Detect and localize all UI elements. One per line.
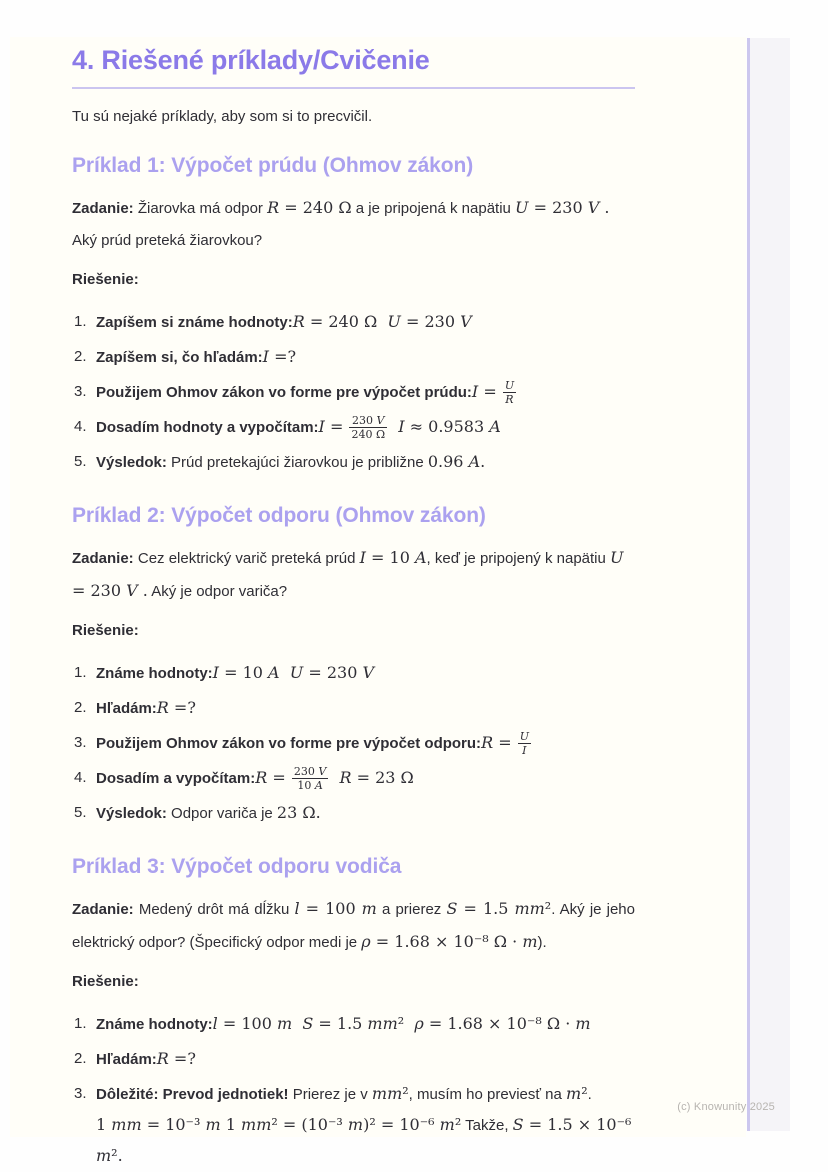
bold-text-run: Zapíšem si, čo hľadám: — [96, 349, 263, 366]
math-run: ρ — [361, 932, 371, 951]
solution-step — [74, 658, 635, 689]
math-run: ². — [111, 1146, 123, 1165]
text-run: Prúd pretekajúci žiarovkou je približne — [166, 454, 428, 471]
document-page — [10, 37, 746, 1165]
math-run: I — [398, 417, 405, 436]
math-run: ² — [454, 1115, 462, 1134]
example-section — [72, 152, 635, 478]
math-run: I — [318, 417, 325, 436]
step-number: 2. — [74, 348, 87, 365]
solution-step — [74, 307, 635, 338]
solution-step — [74, 798, 635, 829]
bold-text-run: Výsledok: — [96, 454, 167, 471]
math-run: = 100 — [299, 899, 362, 918]
page-title: 4. Riešené príklady/Cvičenie — [72, 45, 430, 75]
math-run — [388, 417, 398, 436]
math-run: )² = 10⁻⁶ — [363, 1115, 440, 1134]
math-run: = — [493, 733, 517, 752]
math-run: l — [212, 1014, 218, 1033]
math-run: . — [599, 198, 610, 217]
math-run: I — [359, 548, 366, 567]
math-run: U — [387, 312, 401, 331]
math-run: 10 — [297, 779, 315, 793]
bold-text-run: Hľadám: — [96, 1051, 157, 1068]
math-run: l — [294, 899, 300, 918]
math-run: ² — [544, 899, 552, 918]
math-run: = 100 — [217, 1014, 277, 1033]
math-fraction — [291, 765, 329, 792]
math-run: . — [480, 452, 486, 471]
text-run: Takže, — [461, 1117, 513, 1134]
math-run: R — [156, 698, 169, 717]
math-run: = 1.68 × 10⁻⁸ Ω · — [423, 1014, 576, 1033]
step-number: 1. — [74, 313, 87, 330]
math-run: A — [489, 417, 501, 436]
bold-text-run: Dôležité: Prevod jednotiek! — [96, 1086, 289, 1103]
step-number: 5. — [74, 804, 87, 821]
math-run: 1 — [220, 1115, 242, 1134]
bold-text-run: Zapíšem si známe hodnoty: — [96, 314, 293, 331]
math-run: 1 — [96, 1115, 112, 1134]
text-run: Cez elektrický varič preteká prúd — [133, 550, 360, 567]
solution-steps — [72, 307, 635, 478]
math-run: R — [481, 733, 494, 752]
math-run: R — [156, 1049, 169, 1068]
page-edge-strip — [750, 38, 790, 1131]
bold-text-run: Známe hodnoty: — [96, 1016, 213, 1033]
math-run: = 240 Ω — [304, 312, 388, 331]
solution-steps — [72, 1009, 635, 1172]
title-divider — [72, 87, 635, 89]
solution-step — [74, 1009, 635, 1040]
math-run: m — [361, 899, 377, 918]
math-run: I — [522, 744, 527, 758]
task-paragraph — [72, 192, 635, 257]
math-run: A — [414, 548, 427, 567]
math-run: = 230 — [400, 312, 461, 331]
solution-steps — [72, 658, 635, 829]
example-section — [72, 502, 635, 829]
math-run: = 230 — [303, 663, 363, 682]
solution-step — [74, 763, 635, 794]
math-run: mm — [371, 1084, 403, 1103]
math-run: S — [512, 1115, 524, 1134]
math-run: m — [277, 1014, 293, 1033]
math-run: ² — [402, 1084, 409, 1103]
bold-text-run: Známe hodnoty: — [96, 665, 213, 682]
math-run: A — [314, 779, 323, 793]
math-run: A — [268, 663, 280, 682]
section-heading: Príklad 2: Výpočet odporu (Ohmov zákon) — [72, 504, 486, 527]
math-run: ρ — [414, 1014, 424, 1033]
text-run: Odpor variča je — [166, 805, 277, 822]
math-run — [292, 1014, 302, 1033]
section-heading: Príklad 1: Výpočet prúdu (Ohmov zákon) — [72, 154, 474, 177]
math-run: U — [610, 548, 624, 567]
step-number: 4. — [74, 418, 87, 435]
bold-text-run: Zadanie: — [72, 550, 134, 567]
step-number: 5. — [74, 453, 87, 470]
math-run: V — [126, 581, 138, 600]
math-run: m — [566, 1084, 582, 1103]
text-run: Aký prúd preteká žiarovkou? — [72, 232, 263, 249]
text-run: a je pripojená k napätiu — [351, 200, 516, 217]
math-run: S — [302, 1014, 314, 1033]
math-run: R — [505, 393, 514, 407]
math-run: mm — [367, 1014, 398, 1033]
bold-text-run: Dosadím a vypočítam: — [96, 770, 256, 787]
bold-text-run: Použijem Ohmov zákon vo forme pre výpočet odporu: — [96, 735, 482, 752]
math-run: mm — [241, 1115, 272, 1134]
text-run: Prierez je v — [288, 1086, 372, 1103]
text-run: , musím ho previesť na — [408, 1086, 567, 1103]
text-run: ). — [537, 934, 547, 951]
solution-step — [74, 728, 635, 759]
math-run: mm — [514, 899, 545, 918]
step-number: 3. — [74, 1085, 87, 1102]
math-run: =? — [168, 1049, 196, 1068]
solution-step — [74, 1079, 635, 1172]
math-run: V — [460, 312, 472, 331]
math-run — [280, 663, 290, 682]
math-run: =? — [168, 698, 196, 717]
math-run: 240 Ω — [351, 428, 386, 442]
math-run: I — [212, 663, 219, 682]
math-run: = 23 Ω — [351, 768, 414, 787]
step-number: 3. — [74, 383, 87, 400]
math-run: V — [362, 663, 375, 682]
solution-step — [74, 412, 635, 443]
math-run: U — [504, 379, 515, 393]
text-run: . — [587, 1086, 592, 1103]
math-run: I — [471, 382, 479, 401]
task-paragraph — [72, 542, 635, 608]
step-number: 1. — [74, 664, 87, 681]
solution-label: Riešenie: — [72, 622, 139, 639]
math-run: V — [318, 765, 327, 779]
step-number: 4. — [74, 769, 87, 786]
math-run: = 1.68 × 10⁻⁸ Ω · — [370, 932, 523, 951]
solution-step — [74, 377, 635, 408]
math-run: m — [575, 1014, 591, 1033]
math-run: m — [96, 1146, 112, 1165]
math-run: R — [292, 312, 305, 331]
bold-text-run: Dosadím hodnoty a vypočítam: — [96, 419, 319, 436]
math-run: U — [519, 730, 529, 744]
math-run: A — [468, 452, 481, 471]
math-run — [329, 768, 339, 787]
solution-label: Riešenie: — [72, 271, 139, 288]
section-heading: Príklad 3: Výpočet odporu vodiča — [72, 855, 402, 878]
math-run: U — [515, 198, 529, 217]
math-run: ² = (10⁻³ — [271, 1115, 348, 1134]
math-run: ≈ 0.9583 — [404, 417, 490, 436]
math-run: R — [255, 768, 268, 787]
intro-paragraph: Tu sú nejaké príklady, aby som si to precvičil. — [72, 108, 373, 125]
math-run: =? — [269, 347, 297, 366]
step-number: 2. — [74, 1050, 87, 1067]
math-run: V — [376, 414, 385, 428]
math-run: m — [439, 1115, 455, 1134]
math-fraction — [348, 414, 388, 441]
task-paragraph — [72, 893, 635, 959]
math-run: mm — [111, 1115, 142, 1134]
math-run: R — [339, 768, 352, 787]
math-run: = 230 — [72, 581, 127, 600]
example-section — [72, 853, 635, 1172]
text-run: Aký je odpor variča? — [147, 583, 288, 600]
math-run: = 1.5 × 10⁻⁶ — [523, 1115, 632, 1134]
math-run: 230 — [352, 414, 377, 428]
math-run: 0.96 — [427, 452, 469, 471]
math-run: = 1.5 — [457, 899, 515, 918]
math-run: = 240 Ω — [279, 198, 352, 217]
math-run: R — [267, 198, 280, 217]
math-run: = 10 — [365, 548, 415, 567]
math-run: = — [324, 417, 349, 436]
bold-text-run: Výsledok: — [96, 805, 167, 822]
math-run: m — [347, 1115, 364, 1134]
math-run: S — [446, 899, 458, 918]
solution-step — [74, 342, 635, 373]
bold-text-run: Zadanie: — [72, 200, 134, 217]
bold-text-run: Použijem Ohmov zákon vo forme pre výpočet prúdu: — [96, 384, 472, 401]
math-run: ² — [581, 1084, 588, 1103]
math-run: m — [205, 1115, 221, 1134]
text-run: . Aký je jeho elektrický odpor? (Špecifický odpor medi je — [72, 901, 635, 951]
math-run: I — [262, 347, 269, 366]
solution-step — [74, 447, 635, 478]
text-run: a prierez — [376, 901, 447, 918]
math-fraction — [502, 379, 517, 406]
math-run: = — [478, 382, 502, 401]
sections-container — [72, 152, 635, 1172]
math-run: = 230 — [528, 198, 588, 217]
math-run: 230 — [293, 765, 319, 779]
text-run: , keď je pripojený k napätiu — [426, 550, 611, 567]
math-run: = 10⁻³ — [141, 1115, 206, 1134]
math-run: = — [267, 768, 291, 787]
math-run: . — [137, 581, 148, 600]
math-run: V — [587, 198, 600, 217]
step-number: 3. — [74, 734, 87, 751]
solution-step — [74, 693, 635, 724]
step-number: 2. — [74, 699, 87, 716]
math-run: U — [289, 663, 304, 682]
solution-step — [74, 1044, 635, 1075]
text-run: Žiarovka má odpor — [133, 200, 268, 217]
text-run: Medený drôt má dĺžku — [133, 901, 295, 918]
copyright-watermark: (c) Knowunity 2025 — [677, 1101, 775, 1113]
math-run: = 10 — [219, 663, 269, 682]
math-run: m — [522, 932, 538, 951]
step-number: 1. — [74, 1015, 87, 1032]
solution-label: Riešenie: — [72, 973, 139, 990]
math-run: = 1.5 — [313, 1014, 368, 1033]
bold-text-run: Hľadám: — [96, 700, 157, 717]
math-run: 23 Ω. — [276, 803, 321, 822]
bold-text-run: Zadanie: — [72, 901, 134, 918]
math-run: ² — [397, 1014, 415, 1033]
math-fraction — [517, 730, 532, 757]
